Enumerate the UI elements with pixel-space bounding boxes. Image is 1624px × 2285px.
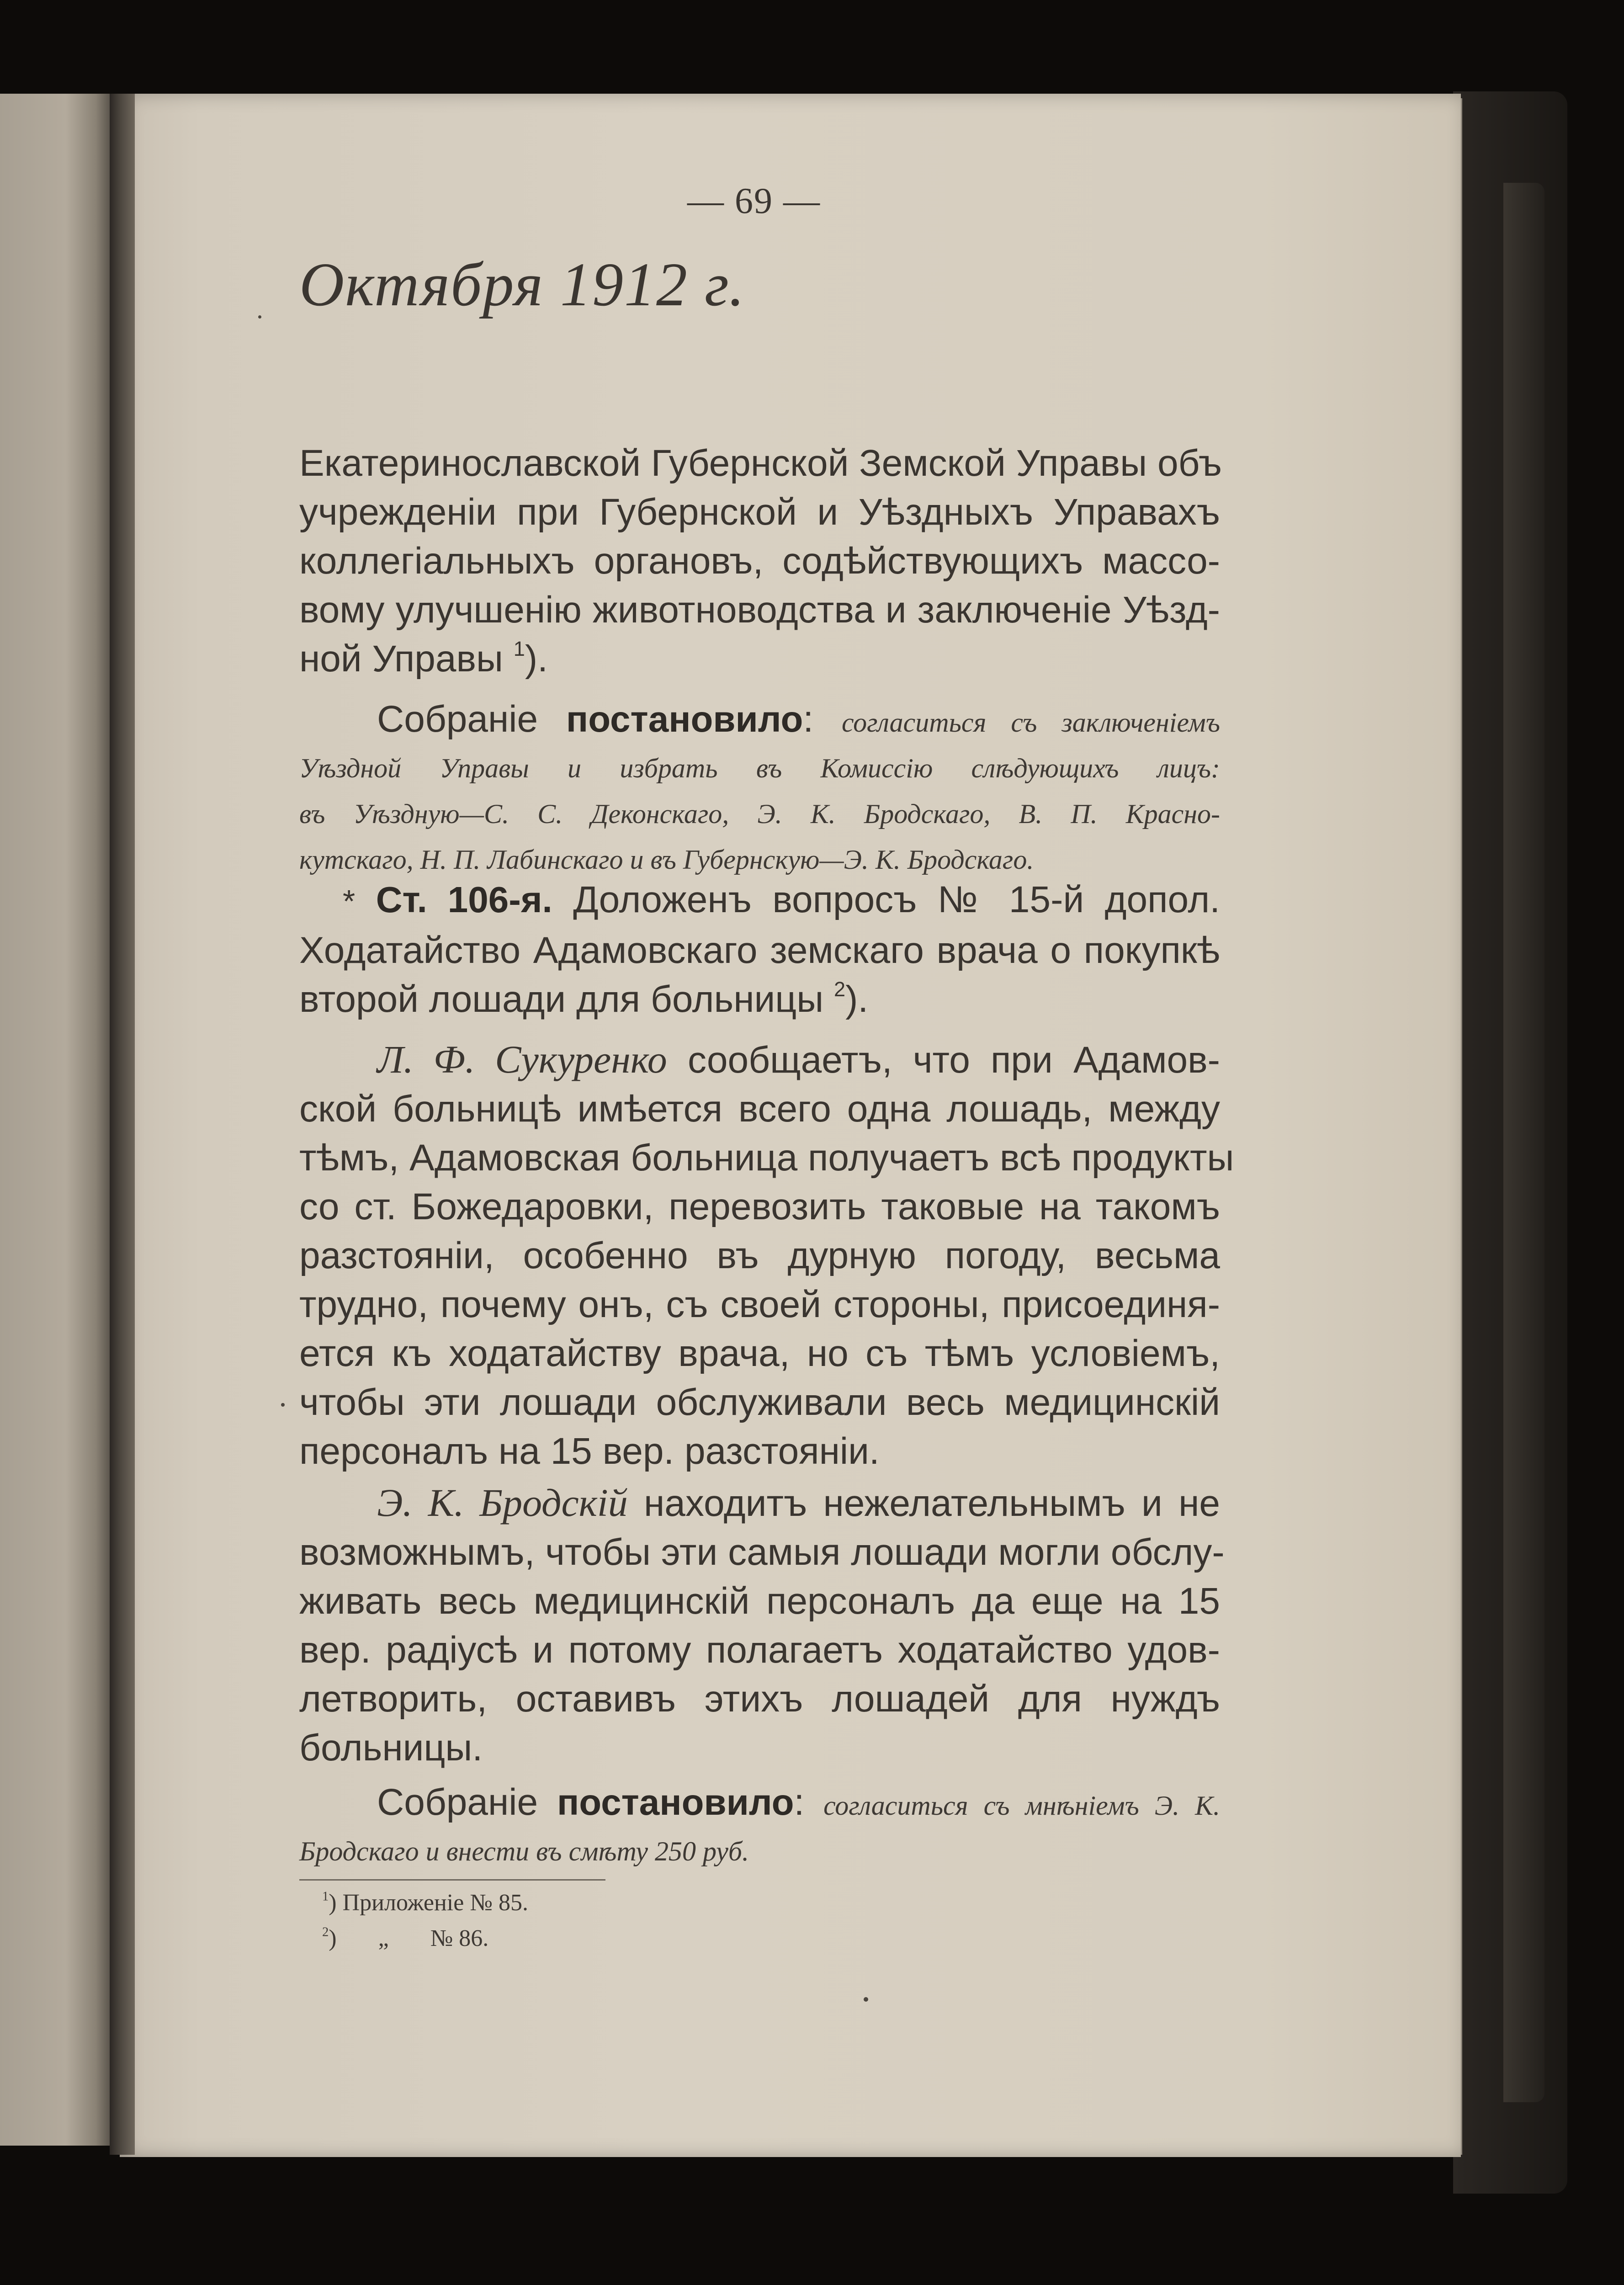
text-line: больницы. — [299, 1727, 483, 1769]
spine-gutter — [110, 94, 135, 2155]
italic-line: Бродскаго и внести въ смѣту 250 руб. — [299, 1836, 749, 1866]
article-106 — [299, 875, 1220, 1024]
text-fragment: ной Управы — [299, 638, 514, 680]
paper-speck — [281, 1403, 285, 1407]
paper-speck — [258, 315, 261, 319]
text-line: вому улучшенію животноводства и заключеніе Уѣзд- — [299, 589, 1220, 631]
paragraph-brodsky — [299, 1478, 1225, 1772]
text-line — [299, 975, 1220, 1024]
text-fragment: находитъ нежелательнымъ и не — [627, 1483, 1220, 1524]
italic-line: Уѣздной Управы и избрать въ Комиссію слѣдующихъ лицъ: — [299, 753, 1220, 783]
text-line: со ст. Божедаровки, перевозить таковые на такомъ — [299, 1186, 1220, 1228]
paragraph-intro — [299, 439, 1220, 683]
text-fragment: сообщаетъ, что при Адамов- — [667, 1039, 1220, 1081]
footnote-1 — [322, 1885, 528, 1921]
footnotes — [322, 1885, 528, 1956]
italic-text: согласиться съ мнѣніемъ Э. К. — [823, 1791, 1220, 1821]
footnote-mark: 2 — [322, 1925, 329, 1940]
speaker-name: Э. К. Бродскій — [377, 1481, 628, 1525]
footnote-divider — [299, 1879, 605, 1881]
text-fragment: второй лошади для больницы — [299, 978, 834, 1020]
paper-speck — [864, 1997, 868, 2002]
article-label: Ст. 106-я. — [376, 879, 552, 920]
text-line: персоналъ на 15 вер. разстояніи. — [299, 1430, 880, 1472]
page-heading: Октября 1912 г. — [299, 250, 746, 319]
text-fragment: ). — [525, 638, 548, 680]
footnote-mark: 1 — [322, 1889, 329, 1904]
paragraph-first-line — [299, 1478, 1220, 1528]
footnote-2 — [322, 1921, 528, 1956]
paragraph-first-line — [299, 1035, 1220, 1084]
text-line: чтобы эти лошади обслуживали весь медицинскій — [299, 1382, 1220, 1423]
italic-line: кутскаго, Н. П. Лабинскаго и въ Губернскую—Э. К. Бродскаго. — [299, 845, 1034, 875]
resolution-2 — [299, 1778, 1220, 1874]
footnote-text: ) „ № 86. — [329, 1925, 489, 1951]
text-line: ской больницѣ имѣется всего одна лошадь, между — [299, 1088, 1220, 1130]
resolution-1 — [299, 695, 1220, 882]
asterisk-mark: * — [343, 883, 356, 919]
resolution-first-line — [299, 695, 1220, 745]
text-line: ется къ ходатайству врача, но съ тѣмъ условіемъ, — [299, 1333, 1220, 1374]
paragraph-sukurenko — [299, 1035, 1234, 1476]
text-fragment: : — [794, 1781, 824, 1823]
book-cover-strip — [1503, 183, 1544, 2102]
text-fragment: Доложенъ вопросъ № 15-й допол. — [573, 879, 1220, 920]
previous-page-edge — [0, 94, 120, 2146]
italic-line: въ Уѣздную—С. С. Деконскаго, Э. К. Бродскаго, В. П. Красно- — [299, 799, 1220, 829]
text-line: Екатеринославской Губернской Земской Управы объ — [299, 442, 1222, 484]
page-number: — 69 — — [687, 181, 821, 221]
article-first-line — [299, 875, 1220, 926]
speaker-name: Л. Ф. Сукуренко — [377, 1037, 667, 1081]
text-line: Ходатайство Адамовскаго земскаго врача о покупкѣ — [299, 930, 1220, 971]
text-line: тѣмъ, Адамовская больница получаетъ всѣ продукты — [299, 1137, 1234, 1179]
text-fragment: : — [803, 698, 842, 740]
resolution-first-line — [299, 1778, 1220, 1828]
text-line: разстояніи, особенно въ дурную погоду, весьма — [299, 1235, 1220, 1276]
text-line: коллегіальныхъ органовъ, содѣйствующихъ массо- — [299, 540, 1220, 582]
text-line: летворить, оставивъ этихъ лошадей для нуждъ — [299, 1678, 1220, 1720]
footnote-ref: 1 — [513, 637, 525, 661]
text-fragment: Собраніе — [377, 698, 566, 740]
footnote-text: ) Приложеніе № 85. — [329, 1890, 528, 1916]
text-line: возможнымъ, чтобы эти самыя лошади могли обслу- — [299, 1531, 1225, 1573]
text-line — [299, 634, 1220, 683]
text-line: учрежденіи при Губернской и Уѣздныхъ Управахъ — [299, 491, 1220, 533]
text-fragment: ). — [845, 978, 869, 1020]
text-line: живать весь медицинскій персоналъ да еще на 15 — [299, 1580, 1220, 1622]
text-line: вер. радіусѣ и потому полагаетъ ходатайство удов- — [299, 1629, 1220, 1671]
text-fragment: Собраніе — [377, 1781, 557, 1823]
bold-keyword: постановило — [566, 699, 803, 739]
footnote-ref: 2 — [833, 978, 846, 1001]
bold-keyword: постановило — [557, 1782, 794, 1823]
text-line: трудно, почему онъ, съ своей стороны, присоединя- — [299, 1284, 1220, 1325]
italic-text: согласиться съ заключеніемъ — [841, 707, 1220, 738]
